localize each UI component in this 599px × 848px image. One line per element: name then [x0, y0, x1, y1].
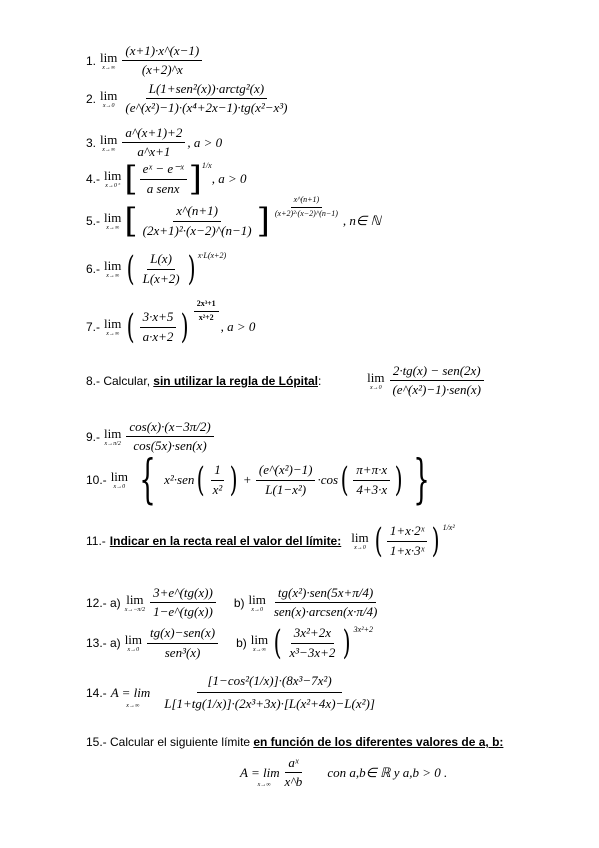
problem-label: 6.- [86, 262, 101, 276]
problem-7 [86, 298, 256, 347]
fraction: $\frac{\text{L(1+sen²(x))·arctg²(x)}}{\text{(e\textasciicircum{}(x²)−1)·(x⁴+2x−1)·tg(x²−x³)}}$ [125, 81, 288, 116]
problem-label: 4.- [86, 172, 101, 186]
problem-label: 7.- [86, 320, 101, 334]
fraction: $\frac{\text{aˣ}}{x\^{}b}$ [284, 755, 303, 790]
instruction: en función de los diferentes valores de a, b: [253, 735, 504, 749]
fraction: $\frac{(x+1)\cdot x\^{}(x-1)}{(x+2)\^{}x}$ [122, 44, 202, 78]
limit-operator: lim x→0 [124, 632, 143, 653]
problem-label: 13.- a) [86, 636, 121, 650]
left-paren: ( [127, 307, 135, 347]
exponent-fraction: $\frac{x\^{}(n+1)}{\text{(x+2)²·(x−2)\textasciicircum{}(n−1)}}$ [274, 194, 338, 218]
problem-2 [86, 82, 293, 116]
condition: , a > 0 [187, 134, 223, 150]
problem-13: 13.- a) lim x→0 $\frac{\text{tg(x)−sen(x)}}{\text{sen³(x)}}$ b) lim x→∞ ( $\frac{\text{3x²+2x}}{\text{x³−3x+2}}$ ) 3x²+2 [86, 623, 373, 663]
limit-operator: lim x→∞ [100, 49, 118, 71]
exponent: 1/x [201, 160, 212, 170]
problem-label: 2. [86, 91, 97, 106]
fraction: $\frac{x\^{}(n+1)}{\text{(2x+1)²·(x−2)\textasciicircum{}(n−1)}}$ [142, 203, 252, 238]
fraction: $\frac{\cos(x)\cdot(x-3\pi/2)}{\text{cos(5x)·sen(x)}}$ [126, 420, 213, 454]
left-paren: ( [127, 249, 135, 289]
problem-3 [86, 126, 222, 160]
problem-12 [86, 586, 382, 620]
problem-15-formula [240, 756, 447, 790]
fraction: $\frac{3\cdot x+5}{a\cdot x+2}$ [140, 310, 177, 344]
problem-1 [86, 44, 204, 78]
right-paren: ) [181, 307, 190, 347]
exponent: x·L(x+2) [197, 250, 227, 260]
fraction: $\frac{\text{1+x·2ˣ}}{\text{1+x·3ˣ}}$ [387, 524, 427, 558]
limit-operator: lim x→∞ [104, 210, 122, 231]
limit-operator: lim x→∞ [104, 258, 122, 279]
exponent-fraction: $\frac{\text{2x³+1}}{\text{x²+2}}$ [194, 300, 219, 323]
right-paren: ) [187, 249, 196, 289]
fraction: $\frac{\text{tg(x)−sen(x)}}{\text{sen³(x)}}$ [147, 626, 218, 660]
condition: , a > 0 [211, 171, 247, 186]
part-b-label: b) [236, 636, 247, 650]
problem-label: 3. [86, 135, 97, 150]
limit-operator: lim x→0 [367, 369, 385, 391]
lhs: A = lim [110, 684, 151, 700]
exponent: 3x²+2 [353, 624, 373, 634]
problem-6 [86, 249, 227, 289]
limit-operator: lim x→0⁺ [104, 168, 122, 189]
fraction: $\frac{L(x)}{L(x+2)}$ [142, 251, 180, 286]
limit-operator: lim x→∞ [100, 131, 118, 153]
limit-operator: lim x→−π/2 [124, 591, 146, 613]
right-brace: } [413, 450, 431, 510]
problem-14 [86, 670, 387, 716]
exponent: 1/x² [442, 522, 455, 532]
instruction: Indicar en la recta real el valor del límite: [109, 534, 342, 548]
limit-operator: lim x→0 [110, 469, 129, 490]
limit-operator: lim x→0 [351, 530, 369, 551]
limit-operator: lim x→0 [248, 591, 266, 613]
plus-sign: + [243, 472, 251, 487]
condition: con a,b∈ ℝ y a,b > 0 . [327, 764, 448, 780]
left-brace: { [139, 450, 156, 510]
right-bracket: ] [188, 159, 202, 199]
left-bracket: [ [124, 159, 138, 199]
part-b-label: b) [233, 595, 245, 610]
limit-operator: lim x→π/2 [104, 425, 122, 447]
fraction: $\frac{\pi+\pi\cdot x}{4+3\cdot x}$ [353, 463, 390, 497]
limit-operator: lim x→∞ [104, 316, 122, 337]
problem-label: 10.- [86, 473, 107, 487]
fraction: $\frac{\text{[1−cos²(1/x)]·(8x³−7x²)}}{\text{L[1+tg(1/x)]·(2x³+3x)·[L(x²+4x)−L(x²)]}}$ [154, 670, 385, 716]
problem-9 [86, 420, 216, 454]
fraction: $\frac{\text{2·tg(x) − sen(2x)}}{\text{(e\textasciicircum{}(x²)−1)·sen(x)}}$ [389, 364, 484, 398]
problem-10: 10.- lim x→0 { x²·sen ( $\frac{1}{\text{x²}}$ ) + $\frac{\text{(e\textasciicircum{}(x²)−1)}}{\text{L(1−x²)}}$ ·cos ( $\frac{\pi+\pi\cdot x}{4+3\cdot x}$ ) } [86, 450, 431, 510]
fraction: $\frac{1}{\text{x²}}$ [212, 462, 223, 497]
fraction: $\frac{a\^{}(x+1)+2}{a\^{}x+1}$ [122, 126, 185, 160]
lhs: A = lim [240, 764, 280, 780]
colon: : [317, 373, 322, 388]
problem-label: 14.- [86, 685, 107, 700]
problem-label: 1. [86, 53, 97, 68]
right-bracket: ] [256, 201, 270, 241]
problem-4 [86, 159, 247, 199]
problem-5 [86, 194, 381, 241]
problem-11: 11.- Indicar en la recta real el valor del límite: lim x→0 ( $\frac{\text{1+x·2ˣ}}{\text{1+x·3ˣ}}$ ) 1/x² [86, 521, 455, 561]
limit-operator: x→∞ [257, 782, 271, 789]
fraction: $\frac{\text{eˣ − e⁻ˣ}}{\text{a senx}}$ [140, 162, 187, 196]
condition: , a > 0 [220, 319, 256, 334]
fraction: $\frac{\text{(e\textasciicircum{}(x²)−1)}}{\text{L(1−x²)}}$ [256, 463, 316, 497]
condition: , n∈ ℕ [342, 213, 381, 228]
problem-label: 8.- Calcular, [86, 373, 151, 388]
problem-label: 12.- a) [86, 595, 121, 610]
left-bracket: [ [124, 201, 138, 241]
problem-label: 5.- [86, 214, 101, 228]
problem-8 [86, 364, 486, 398]
problem-label: 15.- Calcular el siguiente límite [86, 735, 251, 749]
fraction: $\frac{\text{3x²+2x}}{\text{x³−3x+2}}$ [289, 625, 336, 660]
problem-label: 11.- [86, 534, 106, 548]
limit-operator: x→∞ [126, 703, 140, 710]
problem-15 [86, 734, 503, 750]
limit-operator: lim x→∞ [250, 632, 269, 653]
limit-operator: lim x→0 [100, 87, 118, 109]
cos-term: ·cos [317, 472, 339, 487]
instruction: sin utilizar la regla de Lópital [153, 373, 318, 388]
problem-label: 9.- [86, 429, 101, 444]
term-1: x²·sen [164, 472, 195, 487]
fraction: $\frac{\text{tg(x²)·sen(5x+π/4)}}{\text{sen(x)·arcsen(x·π/4)}}$ [273, 585, 378, 620]
fraction: $\frac{3+e\^{}(tg(x))}{1-e\^{}(tg(x))}$ [150, 586, 216, 620]
